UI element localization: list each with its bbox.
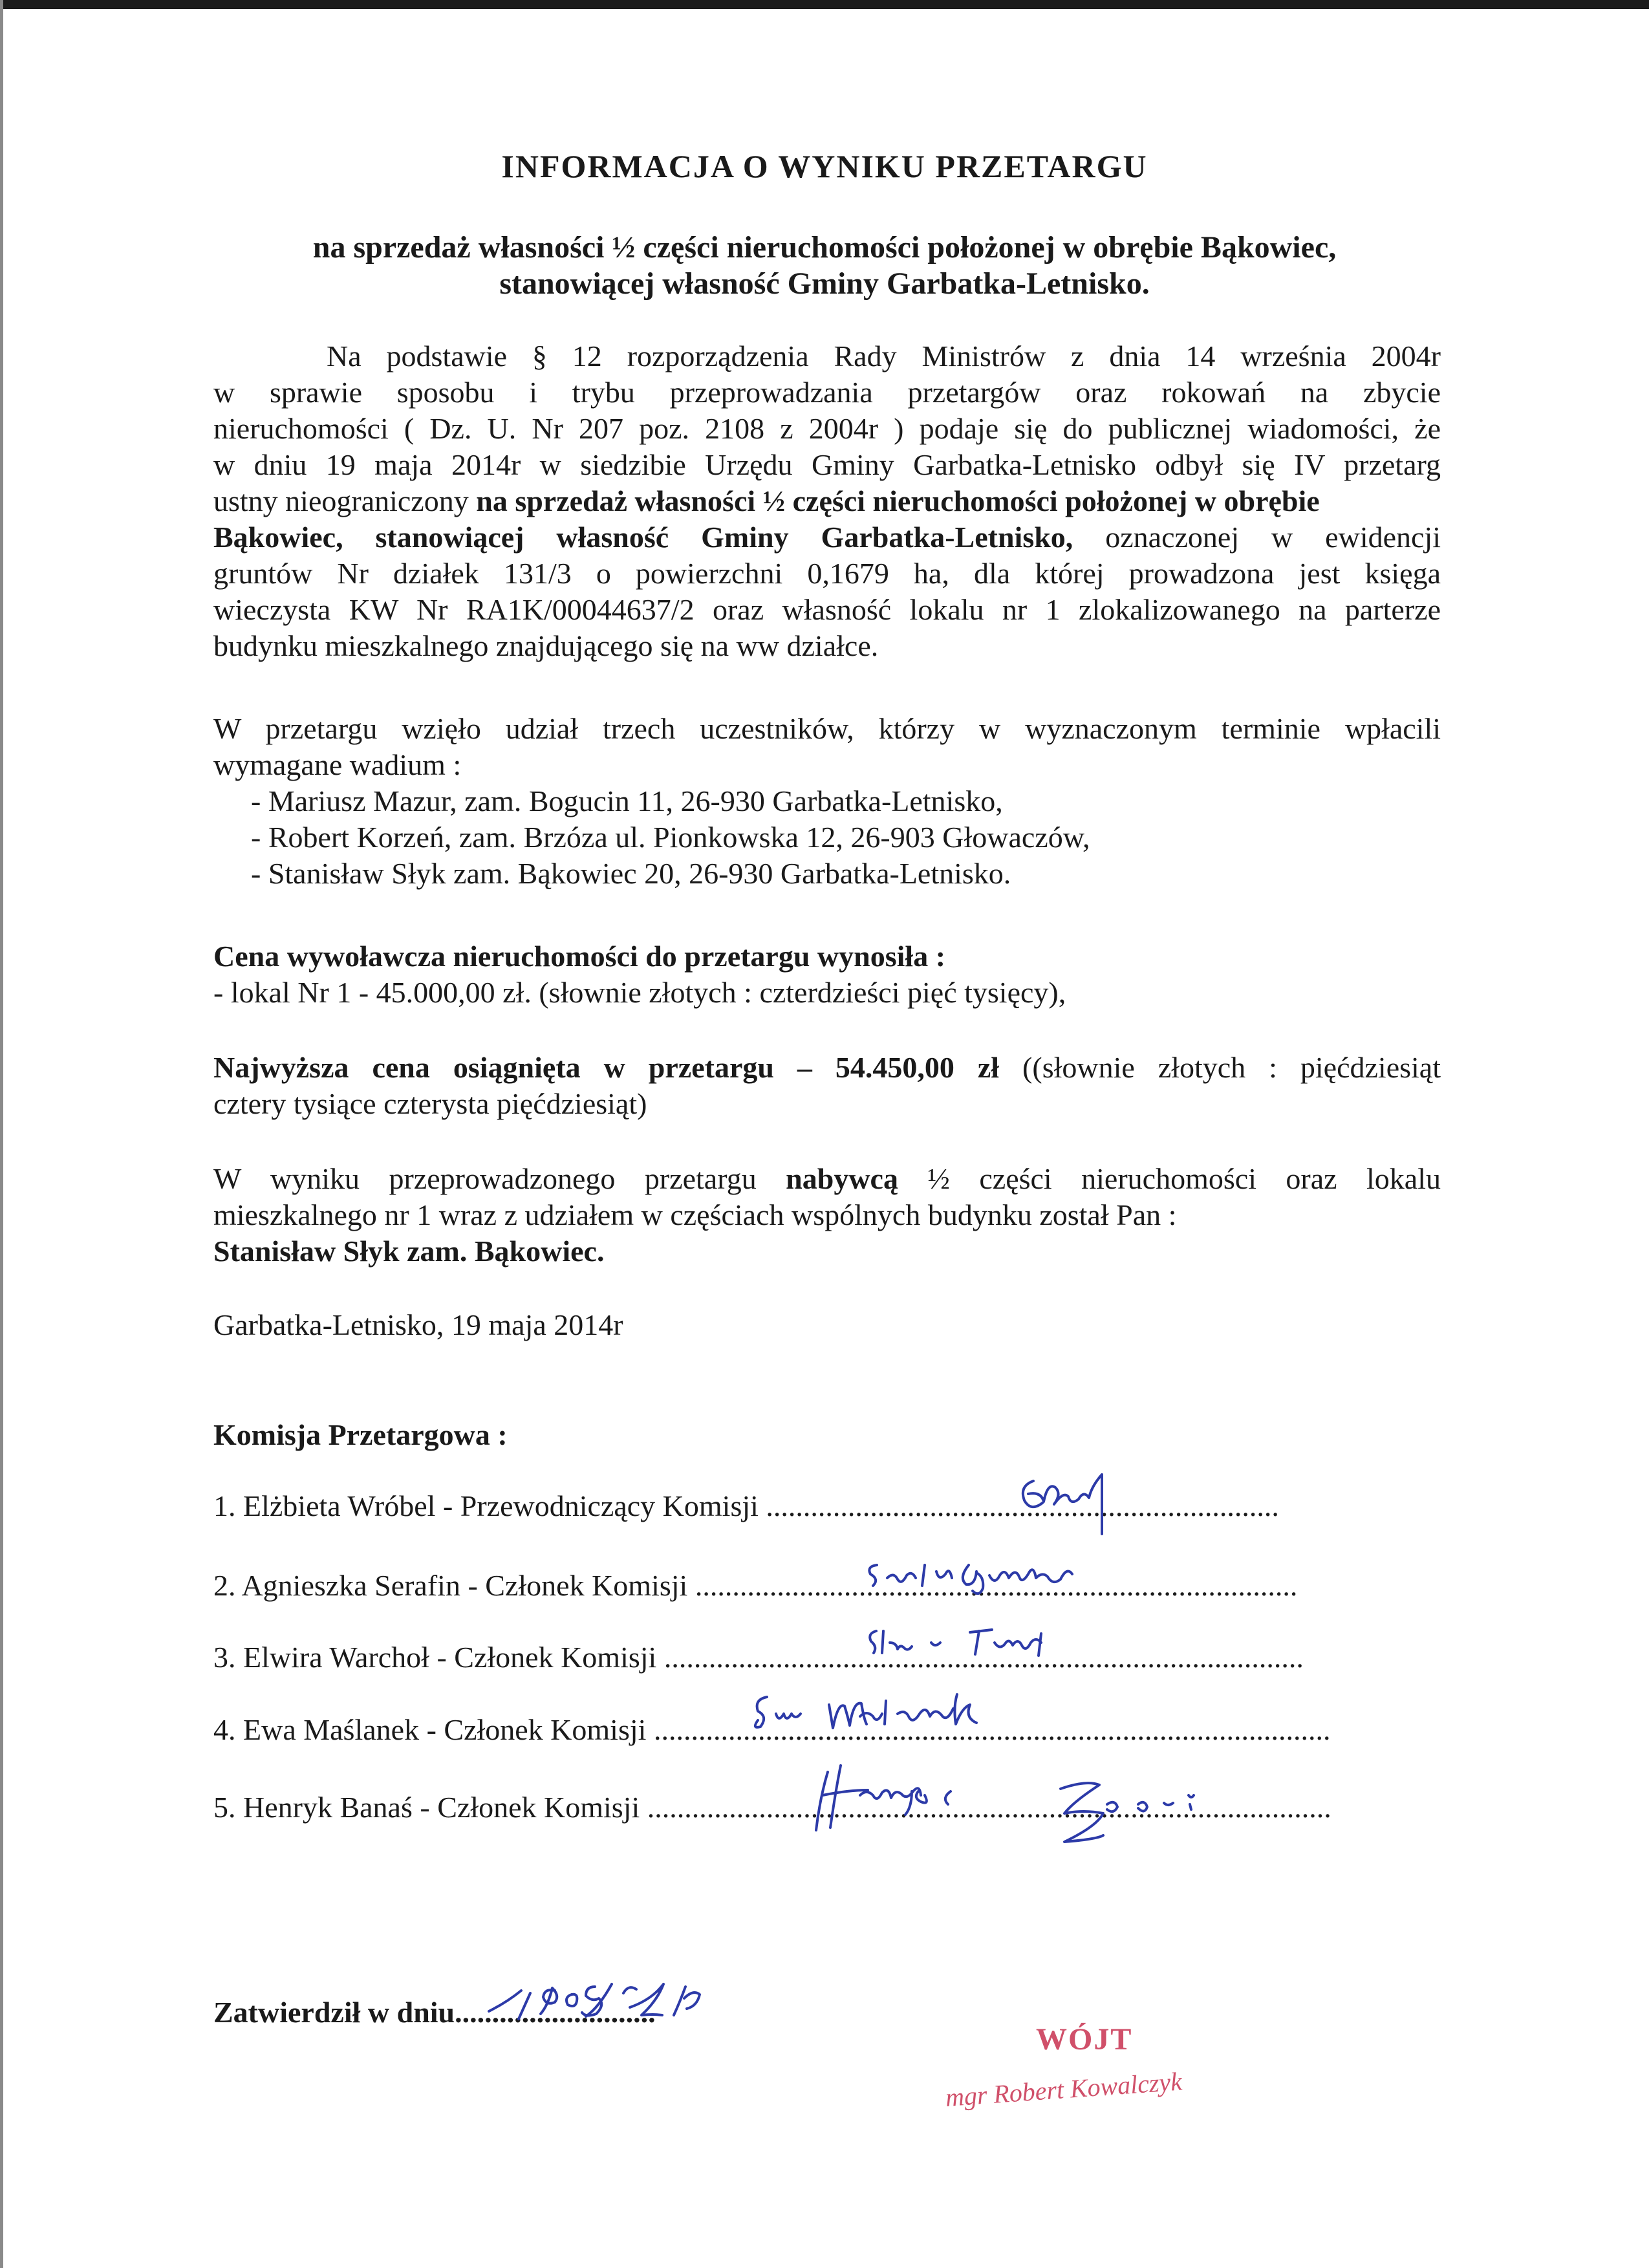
subtitle-line-1: na sprzedaż własności ½ części nieruchomości położonej w obrębie Bąkowiec, (312, 230, 1337, 265)
highest-price-line-2: cztery tysiące czterysta pięćdziesiąt) (213, 1087, 647, 1120)
p1-line-2: w sprawie sposobu i trybu przeprowadzania przetargów oraz rokowań na zbycie (213, 376, 1441, 409)
commission-member-1 (213, 1489, 1279, 1523)
member-label: 3. Elwira Warchoł - Członek Komisji (213, 1641, 657, 1674)
scan-top-edge (0, 0, 1649, 9)
approval-line (213, 1995, 656, 2029)
result-line-2: mieszkalnego nr 1 wraz z udziałem w częściach wspólnych budynku został Pan : (213, 1198, 1177, 1231)
commission-member-3 (213, 1640, 1304, 1674)
commission-member-4 (213, 1712, 1330, 1747)
price-heading: Cena wywoławcza nieruchomości do przetargu wynosiła : (213, 940, 946, 973)
p2-line-1: W przetargu wzięło udział trzech uczestników, którzy w wyznaczonym terminie wpłacili (213, 712, 1441, 745)
p1-line-1: Na podstawie § 12 rozporządzenia Rady Ministrów z dnia 14 września 2004r (327, 340, 1441, 373)
commission-member-5 (213, 1790, 1331, 1824)
result-line-1 (213, 1161, 1441, 1196)
stamp-title: WÓJT (1036, 2022, 1133, 2057)
p1-line-9: budynku mieszkalnego znajdującego się na ww działce. (213, 629, 879, 662)
p1-line-6-plain: oznaczonej w ewidencji (1073, 521, 1441, 554)
participant-1: - Mariusz Mazur, zam. Bogucin 11, 26-930 Garbatka-Letnisko, (251, 784, 1003, 817)
member-label: 2. Agnieszka Serafin - Członek Komisji (213, 1569, 688, 1602)
member-label: 1. Elżbieta Wróbel - Przewodniczący Komisji (213, 1489, 759, 1522)
p2-line-2: wymagane wadium : (213, 748, 462, 781)
result-text-c: ½ części nieruchomości oraz lokalu (898, 1162, 1441, 1195)
member-label: 5. Henryk Banaś - Członek Komisji (213, 1791, 640, 1824)
p1-line-3: nieruchomości ( Dz. U. Nr 207 poz. 2108 z 2004r ) podaje się do publicznej wiadomości, że (213, 412, 1441, 445)
p1-line-5-bold: na sprzedaż własności ½ części nieruchomości położonej w obrębie (476, 484, 1320, 517)
highest-price-bold: Najwyższa cena osiągnięta w przetargu – 54.450,00 zł (213, 1051, 1000, 1084)
p1-line-6 (213, 520, 1441, 554)
subtitle-line-2: stanowiącej własność Gminy Garbatka-Letnisko. (499, 266, 1150, 301)
p1-line-6-bold: Bąkowiec, stanowiącej własność Gminy Garbatka-Letnisko, (213, 521, 1073, 554)
result-text-b: nabywcą (786, 1162, 898, 1195)
participant-2: - Robert Korzeń, zam. Brzóza ul. Pionkowska 12, 26-903 Głowaczów, (251, 821, 1090, 854)
highest-price-line-1 (213, 1050, 1441, 1085)
commission-member-2 (213, 1568, 1297, 1603)
participant-3: - Stanisław Słyk zam. Bąkowiec 20, 26-930 Garbatka-Letnisko. (251, 857, 1011, 890)
p1-line-8: wieczysta KW Nr RA1K/00044637/2 oraz własność lokalu nr 1 zlokalizowanego na parterze (213, 593, 1441, 626)
document-title: INFORMACJA O WYNIKU PRZETARGU (501, 148, 1148, 184)
signature-line: ..................................................................... (766, 1489, 1279, 1522)
approval-dots: ........................... (455, 1996, 656, 2029)
p1-line-5-plain: ustny nieograniczony (213, 484, 477, 517)
signature-line: ............................................................................................ (647, 1791, 1331, 1824)
commission-heading: Komisja Przetargowa : (213, 1418, 508, 1451)
member-label: 4. Ewa Maślanek - Członek Komisji (213, 1713, 647, 1746)
stamp-name: mgr Robert Kowalczyk (944, 2066, 1183, 2112)
price-line: - lokal Nr 1 - 45.000,00 zł. (słownie złotych : czterdzieści pięć tysięcy), (213, 976, 1066, 1009)
signature-line: ........................................................................................... (653, 1713, 1331, 1746)
p1-line-7: gruntów Nr działek 131/3 o powierzchni 0,1679 ha, dla której prowadzona jest księga (213, 557, 1441, 590)
p1-line-5 (213, 484, 1320, 518)
p1-line-4: w dniu 19 maja 2014r w siedzibie Urzędu Gminy Garbatka-Letnisko odbył się IV przetarg (213, 448, 1441, 481)
scan-left-edge (0, 0, 3, 2268)
result-text-a: W wyniku przeprowadzonego przetargu (213, 1162, 786, 1195)
approval-label: Zatwierdził w dniu (213, 1996, 455, 2029)
place-date: Garbatka-Letnisko, 19 maja 2014r (213, 1308, 623, 1341)
highest-price-plain: ((słownie złotych : pięćdziesiąt (999, 1051, 1441, 1084)
signature-line: ...................................................................................... (663, 1641, 1304, 1674)
buyer: Stanisław Słyk zam. Bąkowiec. (213, 1235, 605, 1268)
signature-line: ................................................................................. (695, 1569, 1298, 1602)
